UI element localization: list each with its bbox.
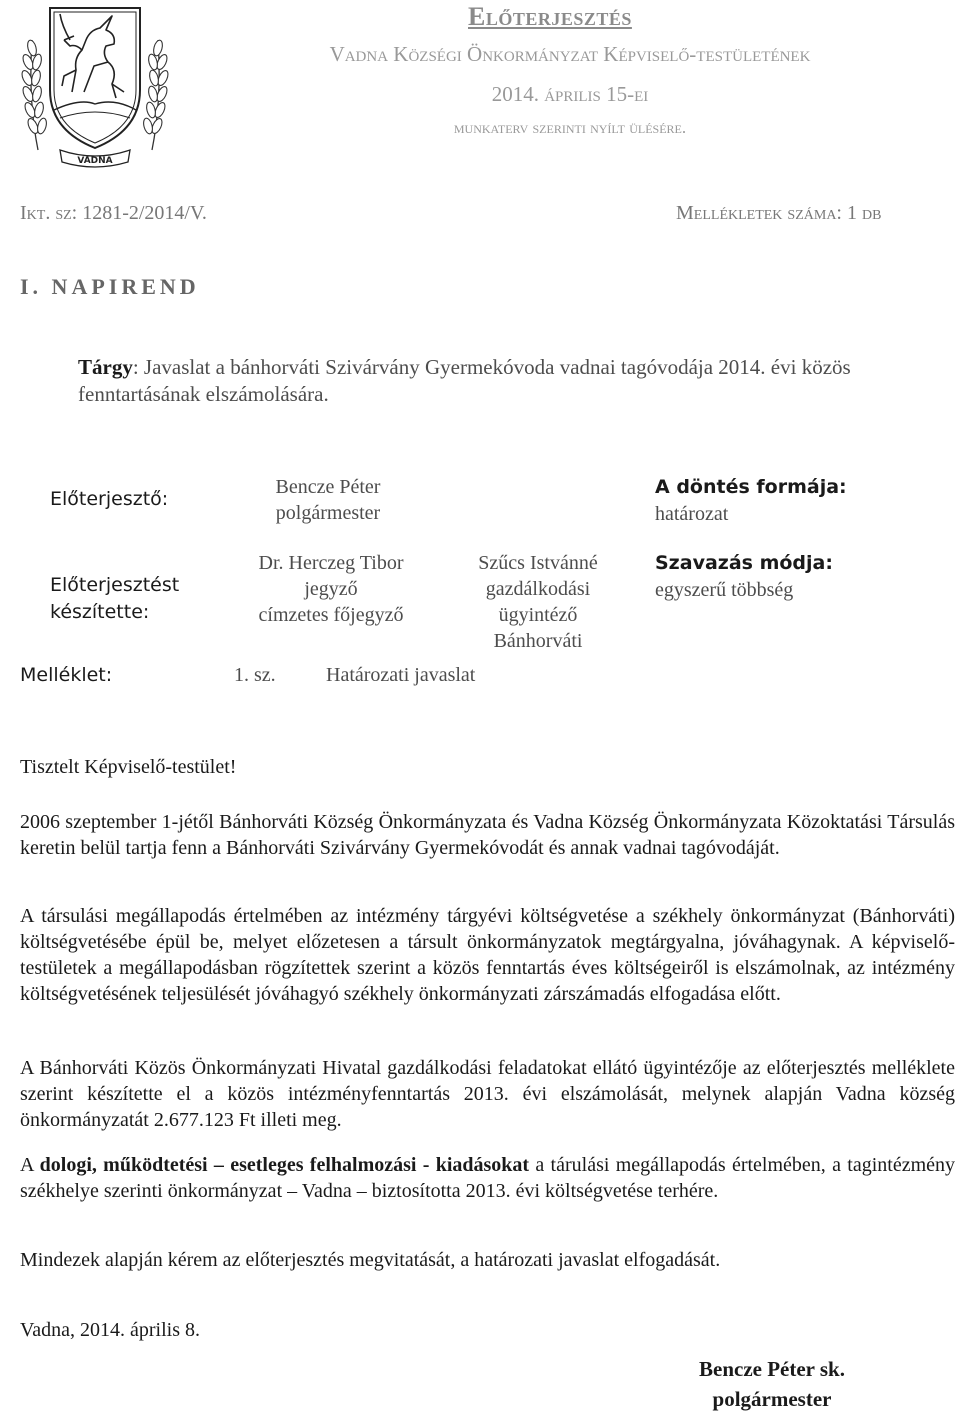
subject-line <box>78 354 958 408</box>
subject-text: : Javaslat a bánhorváti Szivárvány Gyermekóvoda vadnai tagóvodája 2014. évi közös fenntartásának elszámolására. <box>78 355 851 406</box>
subject-label: Tárgy <box>78 355 133 379</box>
attachment-label: Melléklet: <box>20 664 113 686</box>
decision-form-block <box>655 474 847 528</box>
date-place: Vadna, 2014. április 8. <box>20 1319 200 1341</box>
paragraph-1: 2006 szeptember 1-jétől Bánhorváti Község Önkormányzata és Vadna Község Önkormányzata Közoktatási Társulás keretin belül tartja fenn a Bánhorváti Szivárvány Gyermekóvodát és annak vadnai tagóvodáját. <box>20 811 955 859</box>
agenda-item-heading: I. NAPIREND <box>20 274 200 299</box>
preparer-1-block <box>228 550 434 628</box>
paragraph-4-end: a tárulási megállapodás értelmében, a tagintézmény székhelye szerinti önkormányzat – Vadna – biztosította 2013. évi költségvetése terhére. <box>20 1154 956 1202</box>
header-council-line: Vadna Községi Önkormányzat Képviselő-testületének <box>329 42 811 66</box>
crest-banner-text: VADNA <box>77 156 113 166</box>
attachment-count: Mellékletek száma: 1 db <box>676 202 882 224</box>
decision-form-label: A döntés formája: <box>655 476 847 498</box>
paragraph-2: A társulási megállapodás értelmében az intézmény tárgyévi költségvetése a székhely önkormányzat (Bánhorváti) költségvetésébe épül be, melyet előzetesen a társult önkormányzatok megtárgyalna, jóváhagynak. A képviselő-testületek a megállapodásban rögzítettek szerint a közös fenntartás éves költségeiről is elszámolnak, az intézmény költségvetésének teljesülését jóváhagyó székhely önkormányzati zárszámadás elfogadása előtt. <box>20 905 955 1005</box>
signatory-role: polgármester <box>712 1387 832 1411</box>
paragraph-4-bold: dologi, működtetési – esetleges felhalmozási - kiadásokat <box>39 1154 530 1176</box>
prepared-by-label-line2: készítette: <box>50 601 150 623</box>
preparer-1-title: címzetes főjegyző <box>258 604 404 626</box>
preparer-2-block <box>448 550 628 654</box>
preparer-1-role: jegyző <box>304 578 358 600</box>
registration-number: Ikt. sz: 1281-2/2014/V. <box>20 202 207 224</box>
voting-method-value: egyszerű többség <box>655 579 794 601</box>
preparer-2-location: Bánhorváti <box>493 630 583 652</box>
proposer-block <box>228 474 428 526</box>
preparer-2-name: Szűcs Istvánné <box>478 552 598 574</box>
attachment-name: Határozati javaslat <box>326 664 476 686</box>
preparer-1-name: Dr. Herczeg Tibor <box>258 552 404 574</box>
prepared-by-label-line1: Előterjesztést <box>50 574 180 596</box>
preparer-2-title: ügyintéző <box>498 604 578 626</box>
coat-of-arms-logo <box>20 0 170 168</box>
decision-form-value: határozat <box>655 503 729 525</box>
voting-method-label: Szavazás módja: <box>655 552 833 574</box>
proposer-role: polgármester <box>275 502 381 524</box>
proposer-name: Bencze Péter <box>275 476 381 498</box>
paragraph-4 <box>20 1152 955 1204</box>
paragraph-5: Mindezek alapján kérem az előterjesztés megvitatását, a határozati javaslat elfogadását. <box>20 1249 721 1271</box>
signature-block <box>672 1354 872 1414</box>
paragraph-4-start: A <box>20 1154 40 1176</box>
voting-method-block <box>655 550 833 604</box>
paragraph-3: A Bánhorváti Közös Önkormányzati Hivatal gazdálkodási feladatokat ellátó ügyintézője az előterjesztés melléklete szerint készítette el a közös intézményfenntartás 2013. évi elszámolását, melynek alapján Vadna község önkormányzatát 2.677.123 Ft illeti meg. <box>20 1057 955 1131</box>
preparer-2-role: gazdálkodási <box>485 578 591 600</box>
proposer-label: Előterjesztő: <box>50 488 169 510</box>
document-title: Előterjesztés <box>468 2 632 31</box>
header-session-line: munkaterv szerinti nyílt ülésére. <box>453 118 687 137</box>
greeting: Tisztelt Képviselő-testület! <box>20 756 237 778</box>
signatory-name: Bencze Péter sk. <box>699 1357 845 1381</box>
header-date-line: 2014. április 15-ei <box>491 82 649 106</box>
prepared-by-label <box>50 572 179 626</box>
attachment-number: 1. sz. <box>234 664 276 686</box>
